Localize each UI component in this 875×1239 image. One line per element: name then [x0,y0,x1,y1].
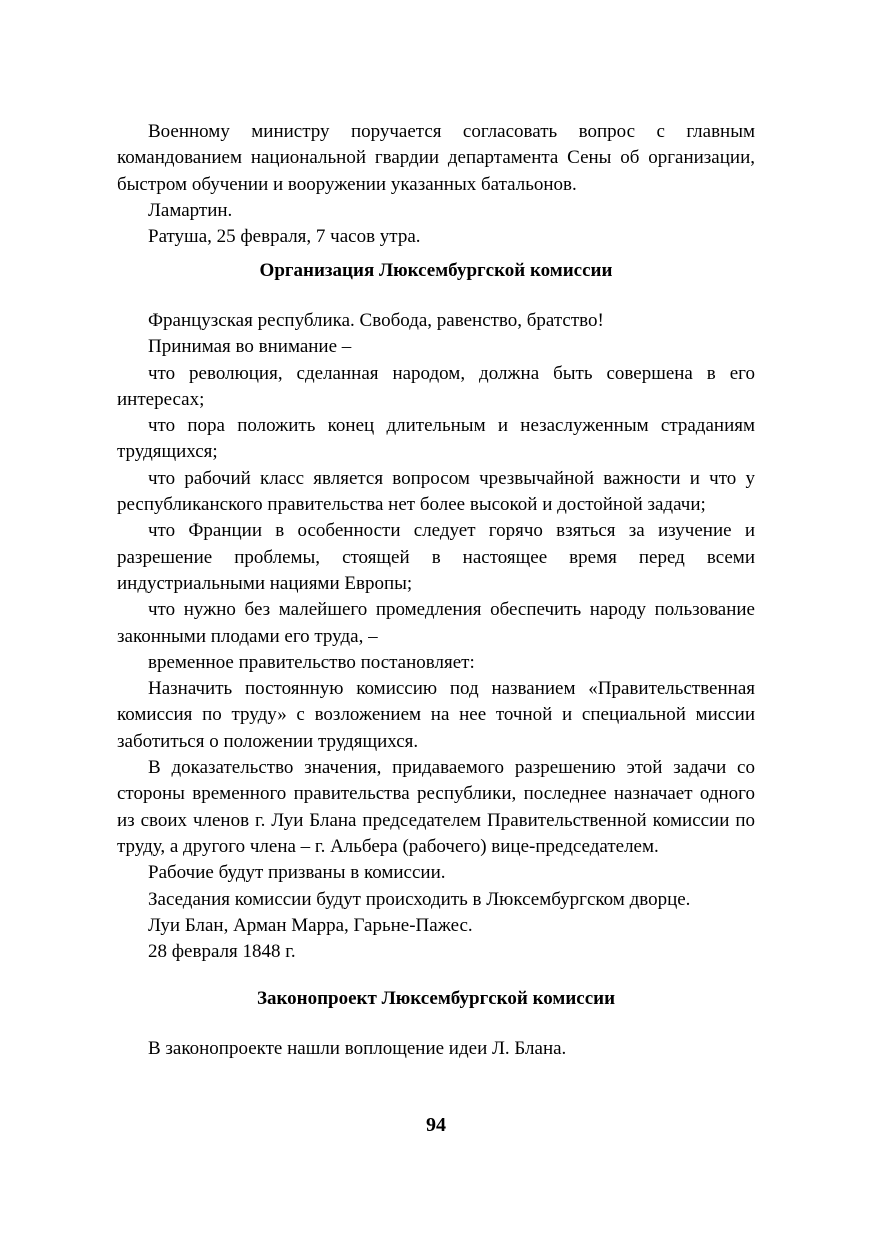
paragraph: Военному министру поручается согласовать вопрос с главным командованием национальной гвардии департамента Сены об организации, быстром обучении и вооружении указанных батальонов. [117,121,755,195]
paragraph: Рабочие будут призваны в комиссии. [148,862,446,884]
paragraph: Заседания комиссии будут происходить в Люксембургском дворце. [148,888,691,910]
page-number: 94 [426,1114,446,1136]
paragraph: В доказательство значения, придаваемого разрешению этой задачи со стороны временного правительства республики, последнее назначает одного из своих членов г. Луи Блана председателем Правительственной комиссии по труду, а другого члена – г. Альбера (рабочего) вице-председателем. [117,757,755,857]
paragraph: Ламартин. [148,199,233,221]
paragraph: Назначить постоянную комиссию под названием «Правительственная комиссия по труду» с возложением на нее точной и специальной миссии заботиться о положении трудящихся. [117,678,755,752]
section-heading: Организация Люксембургской комиссии [259,260,613,281]
paragraph: что рабочий класс является вопросом чрезвычайной важности и что у республиканского правительства нет более высокой и достойной задачи; [117,467,755,516]
paragraph: Ратуша, 25 февраля, 7 часов утра. [148,226,421,248]
paragraph: что революция, сделанная народом, должна быть совершена в его интересах; [117,362,755,410]
paragraph: Луи Блан, Арман Марра, Гарьне-Пажес. [148,914,473,936]
paragraph: В законопроекте нашли воплощение идеи Л. Блана. [148,1038,567,1059]
top-text-block [117,119,755,250]
paragraph: Французская республика. Свобода, равенство, братство! [148,310,604,331]
paragraph: 28 февраля 1848 г. [148,941,296,963]
paragraph: Принимая во внимание – [148,336,352,358]
section-1-text-block [117,308,755,965]
paragraph: временное правительство постановляет: [148,651,475,673]
section-2-text-block [117,1036,755,1062]
section-heading: Законопроект Люксембургской комиссии [256,988,616,1009]
paragraph: что пора положить конец длительным и незаслуженным страданиям трудящихся; [117,415,755,463]
paragraph: что Франции в особенности следует горячо взяться за изучение и разрешение проблемы, стоящей в настоящее время перед всеми индустриальными нациями Европы; [117,520,755,594]
paragraph: что нужно без малейшего промедления обеспечить народу пользование законными плодами его труда, – [117,599,755,647]
